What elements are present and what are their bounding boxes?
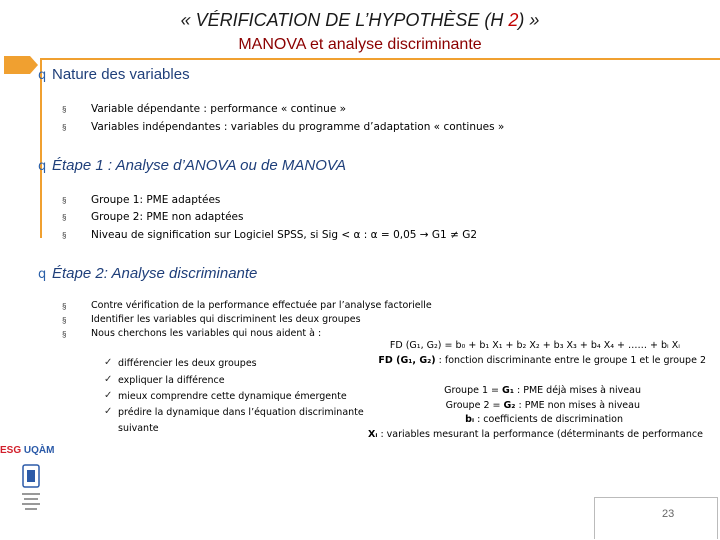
bullet-icon: § <box>62 316 67 325</box>
bullet-icon: § <box>62 231 67 240</box>
list-item: Variables indépendantes : variables du programme d’adaptation « continues » <box>91 121 505 133</box>
section-heading-etape-2: q Étape 2: Analyse discriminante <box>38 265 258 282</box>
institution-crest-icon <box>20 463 42 523</box>
bullet-icon: § <box>62 330 67 339</box>
discriminant-formula: FD (G₁, G₂) = b₀ + b₁ X₁ + b₂ X₂ + b₃ X₃ + b₄ X₄ + …… + bᵢ Xᵢ <box>389 340 680 351</box>
check-icon: ✓ <box>104 406 113 417</box>
hypothesis-number: 2 <box>508 10 519 30</box>
checkbox-bullet-icon: q <box>38 159 47 174</box>
check-icon: ✓ <box>104 390 113 401</box>
slide-subtitle: MANOVA et analyse discriminante <box>238 36 482 53</box>
page-number-box <box>594 497 718 539</box>
bullet-icon: § <box>62 213 67 222</box>
section-heading-nature: q Nature des variables <box>38 66 190 83</box>
list-item-significance: Niveau de signification sur Logiciel SPSS, si Sig < α : α = 0,05 → G1 ≠ G2 <box>91 229 478 241</box>
header-divider <box>40 58 720 60</box>
xi-definition: Xᵢ : variables mesurant la performance (déterminants de performance <box>368 429 703 440</box>
section-heading-etape-1: q Étape 1 : Analyse d’ANOVA ou de MANOVA <box>38 157 347 174</box>
list-item: Groupe 1: PME adaptées <box>91 194 221 206</box>
esg-uqam-logo: ESG UQÀM <box>0 445 55 456</box>
check-item: différencier les deux groupes <box>118 358 257 369</box>
list-item: Nous cherchons les variables qui nous aident à : <box>91 328 322 339</box>
list-item: Contre vérification de la performance effectuée par l’analyse factorielle <box>91 300 432 311</box>
bullet-icon: § <box>62 105 67 114</box>
left-accent-line <box>40 58 42 238</box>
check-icon: ✓ <box>104 374 113 385</box>
bullet-icon: § <box>62 302 67 311</box>
fd-definition: FD (G₁, G₂) : fonction discriminante entre le groupe 1 et le groupe 2 <box>378 355 706 366</box>
check-item: expliquer la différence <box>118 375 225 386</box>
list-item: Identifier les variables qui discriminent les deux groupes <box>91 314 361 325</box>
group2-definition: Groupe 2 = G₂ : PME non mises à niveau <box>445 400 640 411</box>
check-item: prédire la dynamique dans l’équation discriminante <box>118 407 364 418</box>
group1-definition: Groupe 1 = G₁ : PME déjà mises à niveau <box>444 385 641 396</box>
bi-definition: bᵢ : coefficients de discrimination <box>465 414 623 425</box>
pentagon-marker-icon <box>4 56 38 74</box>
page-number: 23 <box>662 508 675 520</box>
bullet-icon: § <box>62 123 67 132</box>
list-item: Variable dépendante : performance « continue » <box>91 103 347 115</box>
slide-title: « VÉRIFICATION DE L’HYPOTHÈSE (H 2) » <box>180 10 540 30</box>
check-icon: ✓ <box>104 357 113 368</box>
checkbox-bullet-icon: q <box>38 267 47 282</box>
bullet-icon: § <box>62 196 67 205</box>
check-item: mieux comprendre cette dynamique émergente <box>118 391 347 402</box>
checkbox-bullet-icon: q <box>38 68 47 83</box>
check-item-continuation: suivante <box>118 423 159 434</box>
list-item: Groupe 2: PME non adaptées <box>91 211 244 223</box>
